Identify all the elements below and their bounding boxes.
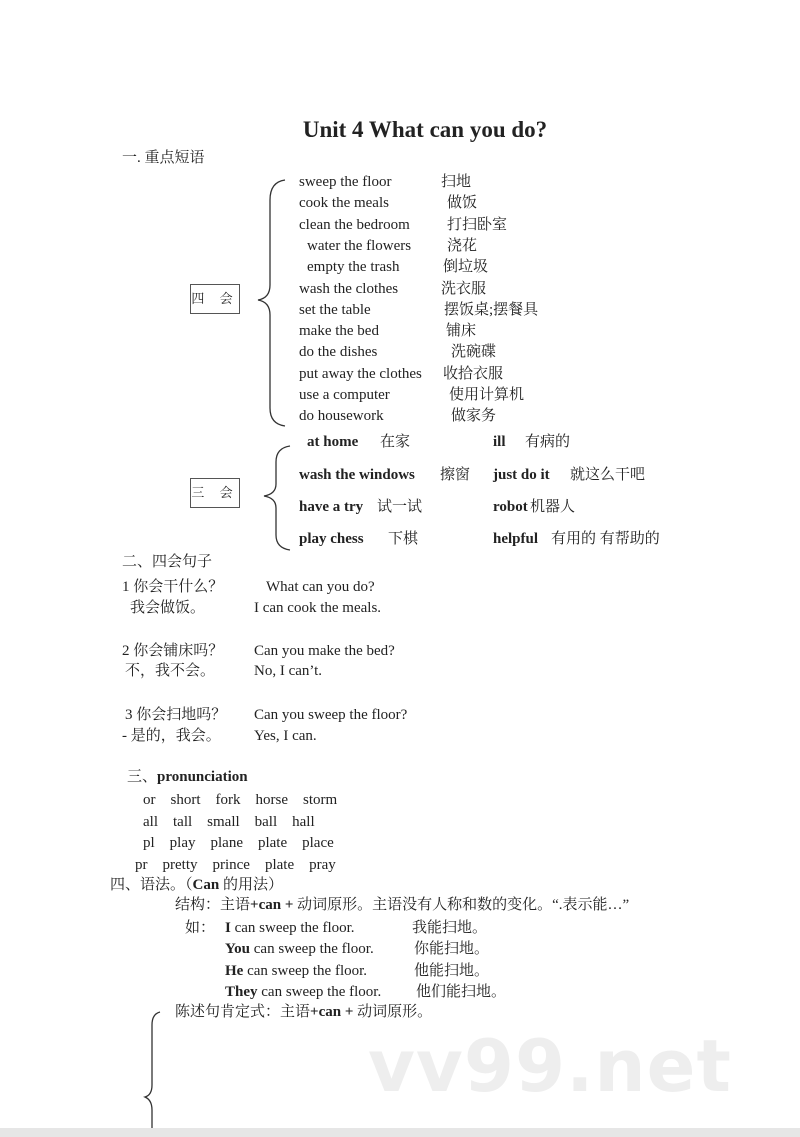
phrase-en: make the bed bbox=[299, 323, 379, 340]
phrase-zh: 倒垃圾 bbox=[443, 259, 489, 276]
phrase-en: ill bbox=[493, 434, 506, 450]
pronunciation-row: pr pretty prince plate pray bbox=[135, 856, 336, 873]
phrase-en: empty the trash bbox=[307, 259, 400, 276]
example-zh: 你能扫地。 bbox=[414, 941, 490, 958]
bottom-bar bbox=[0, 1128, 800, 1137]
phrase-zh: 就这么干吧 bbox=[570, 467, 646, 483]
phrase-en: cook the meals bbox=[299, 195, 389, 212]
phrase-zh: 试一试 bbox=[377, 499, 423, 515]
ab: +can + bbox=[310, 1004, 358, 1020]
sentence-en: I can cook the meals. bbox=[254, 600, 382, 616]
sentence-en: What can you do? bbox=[266, 579, 375, 595]
sentence-en: No, I can’t. bbox=[254, 663, 323, 679]
phrase-en: sweep the floor bbox=[299, 174, 392, 190]
subject: You bbox=[225, 941, 251, 958]
phrase-en: play chess bbox=[299, 531, 364, 547]
pronunciation-row: all tall small ball hall bbox=[143, 813, 315, 830]
phrase-en: robot bbox=[493, 499, 528, 515]
sentence-en: Yes, I can. bbox=[254, 728, 317, 744]
phrase-en: use a computer bbox=[299, 387, 390, 403]
watermark: vv99.net bbox=[368, 1024, 732, 1108]
section-3-heading bbox=[127, 768, 248, 786]
example-zh: 我能扫地。 bbox=[412, 920, 488, 936]
phrase-en: wash the windows bbox=[299, 467, 415, 483]
section-1-heading: 一. 重点短语 bbox=[122, 150, 205, 166]
h4c: 的用法） bbox=[219, 877, 283, 893]
phrase-en: set the table bbox=[299, 301, 371, 318]
ac: 动词原形。 bbox=[357, 1004, 433, 1020]
sentence-zh: 1 你会干什么？ bbox=[122, 579, 224, 595]
phrase-zh: 收拾衣服 bbox=[443, 365, 504, 382]
sentence-zh: 3 你会扫地吗？ bbox=[125, 707, 227, 723]
phrase-zh: 洗衣服 bbox=[441, 280, 487, 297]
phrase-zh: 有病的 bbox=[525, 434, 571, 450]
example-zh: 他们能扫地。 bbox=[416, 983, 507, 1000]
subject: I bbox=[225, 920, 231, 936]
brace-four bbox=[258, 180, 285, 426]
phrase-zh: 摆饭桌;摆餐具 bbox=[444, 301, 539, 318]
sentence-en: Can you sweep the floor? bbox=[254, 707, 408, 723]
sa: 结构：主语 bbox=[175, 897, 251, 913]
phrase-zh: 在家 bbox=[380, 434, 411, 450]
sentence-zh: - 是的，我会。 bbox=[122, 728, 221, 744]
phrase-en: helpful bbox=[493, 531, 539, 547]
example-sentence bbox=[225, 983, 381, 1001]
phrase-zh: 打扫卧室 bbox=[447, 216, 508, 233]
brace-three bbox=[264, 446, 290, 550]
predicate: can sweep the floor. bbox=[253, 941, 374, 958]
phrase-en: have a try bbox=[299, 499, 364, 515]
section-3-prefix: 三、 bbox=[127, 769, 158, 785]
structure-line bbox=[175, 896, 629, 914]
h4a: 四、语法。（ bbox=[110, 877, 193, 893]
predicate: can sweep the floor. bbox=[261, 983, 382, 1000]
phrase-zh: 擦窗 bbox=[440, 467, 471, 483]
phrase-zh: 下棋 bbox=[388, 531, 419, 547]
phrase-en: put away the clothes bbox=[299, 365, 422, 382]
phrase-zh: 铺床 bbox=[446, 323, 477, 340]
sentence-zh: 2 你会铺床吗？ bbox=[122, 643, 224, 659]
example-sentence bbox=[225, 962, 367, 980]
subject: He bbox=[225, 962, 244, 979]
phrase-zh: 做家务 bbox=[451, 408, 497, 425]
four-skills-box: 四 会 bbox=[190, 284, 240, 314]
phrase-en: wash the clothes bbox=[299, 280, 399, 297]
pronunciation-row: pl play plane plate place bbox=[143, 835, 334, 851]
example-sentence bbox=[225, 919, 355, 937]
example-sentence bbox=[225, 940, 374, 958]
example-zh: 他能扫地。 bbox=[414, 962, 490, 979]
affirm-line bbox=[175, 1003, 432, 1021]
three-skills-box: 三 会 bbox=[190, 478, 240, 508]
phrase-en: do housework bbox=[299, 408, 384, 425]
phrase-zh: 洗碗碟 bbox=[451, 344, 497, 361]
phrase-zh: 做饭 bbox=[447, 195, 478, 212]
phrase-zh: 使用计算机 bbox=[449, 387, 525, 403]
phrase-en: do the dishes bbox=[299, 344, 378, 361]
sc: 动词原形。主语没有人称和数的变化。“.表示能…” bbox=[297, 897, 630, 913]
phrase-zh: 机器人 bbox=[530, 499, 576, 515]
phrase-en: clean the bedroom bbox=[299, 216, 410, 233]
sb: +can + bbox=[250, 897, 298, 913]
phrase-en: at home bbox=[307, 434, 359, 450]
subject: They bbox=[225, 983, 258, 1000]
phrase-zh: 有用的 有帮助的 bbox=[551, 531, 660, 547]
phrase-en: water the flowers bbox=[307, 237, 412, 254]
sentence-zh: 我会做饭。 bbox=[130, 600, 206, 616]
h4b: Can bbox=[192, 877, 220, 893]
sentence-zh: 不，我不会。 bbox=[125, 663, 216, 679]
predicate: can sweep the floor. bbox=[234, 920, 355, 936]
phrase-zh: 扫地 bbox=[441, 174, 472, 190]
predicate: can sweep the floor. bbox=[247, 962, 368, 979]
section-3-title: pronunciation bbox=[157, 769, 248, 785]
aa: 陈述句肯定式：主语 bbox=[175, 1004, 311, 1020]
section-2-heading: 二、四会句子 bbox=[122, 554, 213, 570]
phrase-zh: 浇花 bbox=[447, 237, 478, 254]
section-4-heading bbox=[110, 876, 283, 894]
phrase-en: just do it bbox=[493, 467, 550, 483]
brace-grammar bbox=[145, 1012, 160, 1137]
sentence-en: Can you make the bed? bbox=[254, 643, 395, 659]
page-title: Unit 4 What can you do? bbox=[302, 117, 548, 142]
example-label: 如： bbox=[185, 920, 216, 936]
pronunciation-row: or short fork horse storm bbox=[143, 792, 338, 808]
